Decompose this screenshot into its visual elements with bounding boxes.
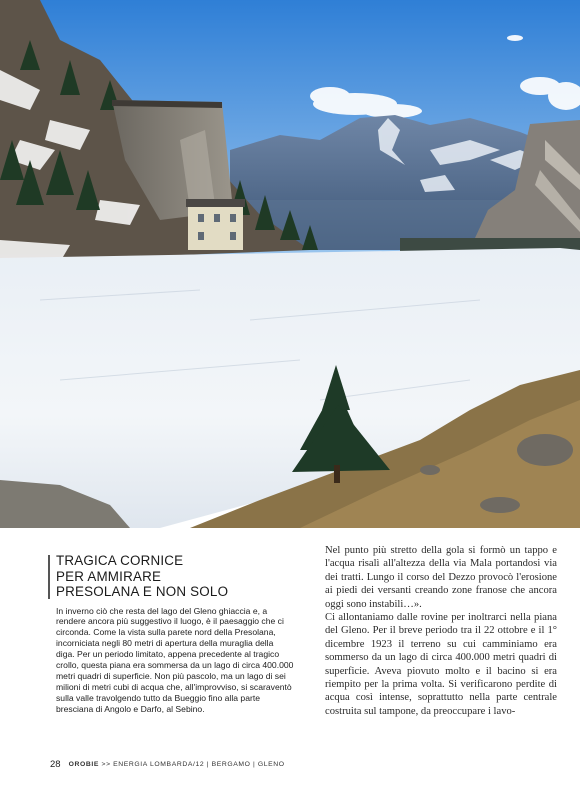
title-line-2: PER AMMIRARE: [56, 568, 162, 584]
lead-paragraph: In inverno ciò che resta del lago del Gleno ghiaccia e, a rendere ancora più suggestivo il luogo, è il paesaggio che ci circonda. Come la vista sulla parete nord della Presolana, incorniciata negli 80 metri di apertura della muraglia della diga. Per un periodo limitato, appena precedente al tragico crollo, questa piana era sommersa da un lago di circa 400.000 metri quadri di superficie. Non più pascolo, ma un lago di sei milioni di metri cubi di acqua che, all'improvviso, si scaraventò sulla valle travolgendo tutto da Bueggio fino alla parte bresciana di Angolo e Darfo, al Sebino.: [56, 605, 294, 714]
guardhouse: [188, 205, 243, 250]
body-paragraph-1: Nel punto più stretto della gola si formò un tappo e l'acqua risalì all'altezza della via Mala portandosi via dei tratti. Lungo il corso del Dezzo provocò l'erosione ai piedi dei versanti creando zone franose che ancora oggi sono instabili…».: [325, 545, 557, 610]
body-paragraph-2: Ci allontaniamo dalle rovine per inoltrarci nella piana del Gleno. Per il breve periodo tra il 22 ottobre e il 1° dicembre 1923 il terreno su cui camminiamo era sommerso da un lago di circa 400.000 metri quadri di superficie. Aveva piovuto molto e il bacino si era riempito per la prima volta. Si verificarono perdite di acqua così intense, soprattutto nella parte centrale costruita sul tampone, da preoccupare i lavo-: [325, 612, 557, 717]
article-title: [52, 553, 302, 600]
left-column: [52, 553, 302, 715]
title-rule: [48, 555, 50, 599]
brand-name: OROBIE: [68, 760, 99, 768]
page-footer: [50, 757, 285, 771]
title-line-1: TRAGICA CORNICE: [56, 553, 184, 568]
page-number: 28: [50, 758, 61, 770]
title-line-3: PRESOLANA E NON SOLO: [56, 584, 229, 599]
running-head: [69, 761, 285, 768]
right-column: [325, 544, 557, 718]
running-head-text: >> ENERGIA LOMBARDA/12 | BERGAMO | GLENO: [101, 760, 285, 768]
